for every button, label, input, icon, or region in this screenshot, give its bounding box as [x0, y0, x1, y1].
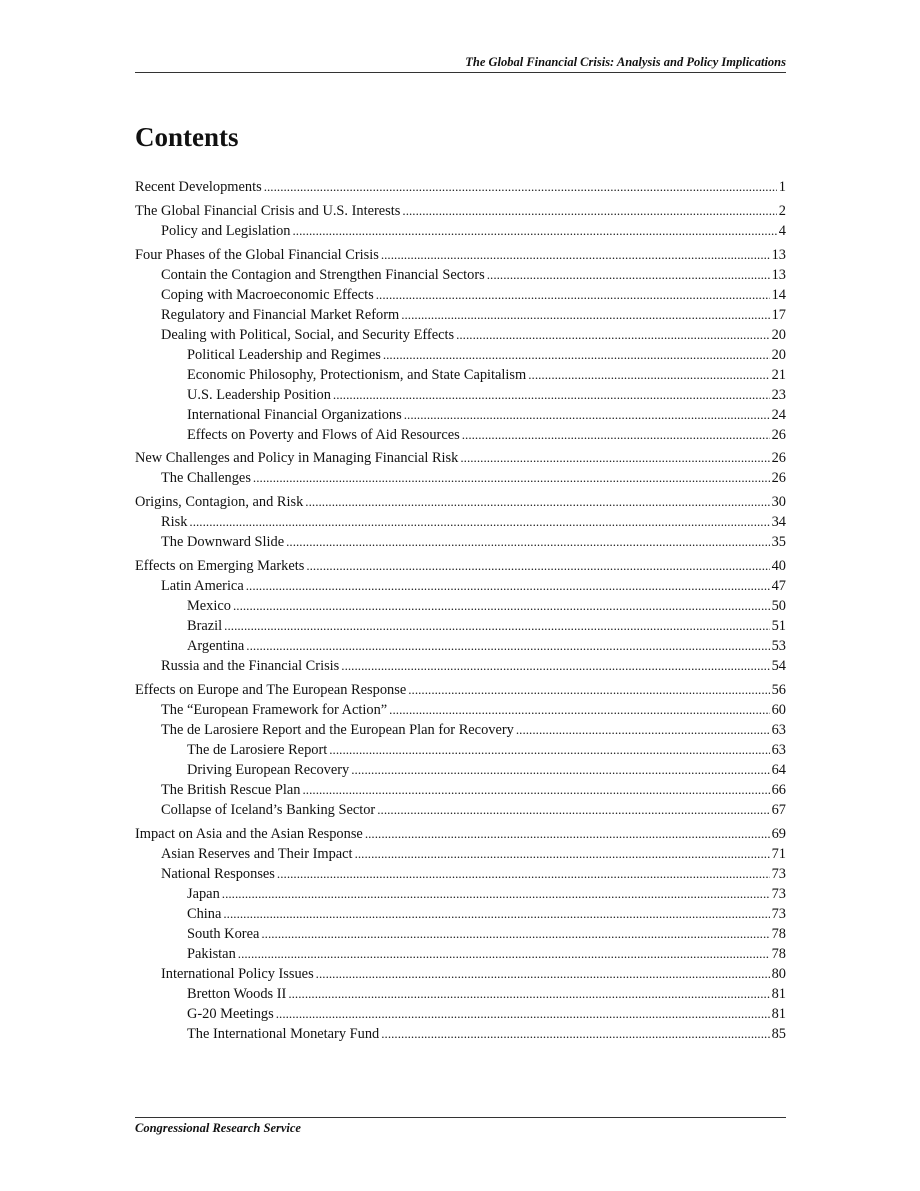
toc-entry-title: Driving European Recovery — [187, 761, 350, 778]
dot-leader — [383, 345, 770, 365]
table-of-contents — [135, 177, 786, 1044]
toc-entry-title: Russia and the Financial Crisis — [161, 657, 340, 674]
dot-leader — [377, 800, 769, 820]
dot-leader — [365, 824, 770, 844]
toc-entry[interactable] — [135, 680, 786, 700]
toc-entry[interactable] — [135, 760, 786, 780]
toc-entry-title: Risk — [161, 514, 188, 531]
toc-entry-page: 54 — [771, 657, 786, 674]
toc-entry-title: Collapse of Iceland’s Banking Sector — [161, 801, 376, 818]
footer-divider — [135, 1117, 786, 1118]
toc-entry-page: 26 — [771, 450, 786, 467]
toc-entry[interactable] — [135, 864, 786, 884]
dot-leader — [404, 405, 770, 425]
toc-entry-title: Contain the Contagion and Strengthen Financial Sectors — [161, 266, 485, 283]
toc-entry[interactable] — [135, 221, 786, 241]
dot-leader — [293, 221, 777, 241]
toc-entry-title: The “European Framework for Action” — [161, 701, 388, 718]
toc-entry[interactable] — [135, 265, 786, 285]
dot-leader — [408, 680, 769, 700]
toc-entry[interactable] — [135, 177, 786, 197]
toc-entry-page: 20 — [771, 346, 786, 363]
toc-entry[interactable] — [135, 532, 786, 552]
dot-leader — [253, 468, 770, 488]
toc-entry-title: The de Larosiere Report and the European Plan for Recovery — [161, 721, 514, 738]
toc-entry[interactable] — [135, 1004, 786, 1024]
dot-leader — [189, 512, 769, 532]
toc-entry-page: 14 — [771, 286, 786, 303]
toc-entry-page: 23 — [771, 386, 786, 403]
toc-entry-page: 63 — [771, 741, 786, 758]
dot-leader — [276, 1004, 770, 1024]
header-divider — [135, 72, 786, 73]
dot-leader — [224, 616, 769, 636]
toc-entry-title: Four Phases of the Global Financial Crisis — [135, 246, 379, 263]
toc-entry[interactable] — [135, 720, 786, 740]
toc-entry-title: Policy and Legislation — [161, 222, 291, 239]
toc-entry-page: 81 — [771, 1005, 786, 1022]
toc-entry[interactable] — [135, 385, 786, 405]
toc-entry[interactable] — [135, 780, 786, 800]
toc-entry-title: Argentina — [187, 637, 245, 654]
dot-leader — [462, 425, 770, 445]
toc-entry-page: 40 — [771, 557, 786, 574]
toc-entry-page: 34 — [771, 514, 786, 531]
toc-entry[interactable] — [135, 824, 786, 844]
dot-leader — [528, 365, 769, 385]
toc-entry[interactable] — [135, 201, 786, 221]
toc-entry-title: National Responses — [161, 865, 275, 882]
toc-entry-title: Dealing with Political, Social, and Security Effects — [161, 326, 455, 343]
dot-leader — [303, 780, 770, 800]
toc-entry-page: 71 — [771, 845, 786, 862]
toc-entry-page: 1 — [778, 179, 786, 195]
toc-entry[interactable] — [135, 924, 786, 944]
dot-leader — [329, 740, 769, 760]
toc-entry[interactable] — [135, 245, 786, 265]
toc-entry-page: 53 — [771, 637, 786, 654]
dot-leader — [316, 964, 770, 984]
toc-entry[interactable] — [135, 944, 786, 964]
toc-entry-title: Japan — [187, 885, 220, 902]
toc-entry-title: South Korea — [187, 925, 260, 942]
dot-leader — [222, 884, 770, 904]
toc-entry-title: China — [187, 905, 222, 922]
dot-leader — [238, 944, 770, 964]
toc-entry-title: Political Leadership and Regimes — [187, 346, 381, 363]
toc-entry-title: International Financial Organizations — [187, 406, 402, 423]
toc-entry[interactable] — [135, 425, 786, 445]
toc-entry[interactable] — [135, 285, 786, 305]
toc-entry[interactable] — [135, 468, 786, 488]
dot-leader — [376, 285, 770, 305]
dot-leader — [389, 700, 769, 720]
toc-entry-page: 64 — [771, 761, 786, 778]
dot-leader — [341, 656, 769, 676]
toc-entry-title: New Challenges and Policy in Managing Financial Risk — [135, 450, 459, 467]
toc-entry-title: The International Monetary Fund — [187, 1025, 380, 1042]
dot-leader — [460, 448, 769, 468]
toc-entry-title: Bretton Woods II — [187, 985, 287, 1002]
toc-entry[interactable] — [135, 576, 786, 596]
dot-leader — [264, 177, 777, 197]
toc-entry-page: 80 — [771, 965, 786, 982]
dot-leader — [516, 720, 770, 740]
toc-entry[interactable] — [135, 556, 786, 576]
dot-leader — [286, 532, 770, 552]
toc-entry-page: 69 — [771, 825, 786, 842]
toc-entry[interactable] — [135, 904, 786, 924]
page-title: Contents — [135, 122, 239, 152]
toc-entry-page: 60 — [771, 701, 786, 718]
toc-entry-page: 67 — [771, 801, 786, 818]
toc-entry-title: Regulatory and Financial Market Reform — [161, 306, 400, 323]
toc-entry[interactable] — [135, 740, 786, 760]
running-footer: Congressional Research Service — [135, 1121, 301, 1135]
toc-entry-title: Economic Philosophy, Protectionism, and State Capitalism — [187, 366, 527, 383]
toc-entry[interactable] — [135, 844, 786, 864]
toc-entry-page: 78 — [771, 925, 786, 942]
toc-entry[interactable] — [135, 984, 786, 1004]
dot-leader — [305, 492, 769, 512]
toc-entry-title: Coping with Macroeconomic Effects — [161, 286, 374, 303]
dot-leader — [261, 924, 769, 944]
dot-leader — [288, 984, 769, 1004]
toc-entry-title: Effects on Emerging Markets — [135, 557, 305, 574]
running-header: The Global Financial Crisis: Analysis and Policy Implications — [465, 55, 786, 69]
toc-entry[interactable] — [135, 512, 786, 532]
toc-entry-title: U.S. Leadership Position — [187, 386, 331, 403]
toc-entry-title: The British Rescue Plan — [161, 781, 301, 798]
toc-entry-page: 51 — [771, 617, 786, 634]
dot-leader — [381, 1024, 769, 1044]
dot-leader — [246, 576, 770, 596]
dot-leader — [277, 864, 770, 884]
dot-leader — [223, 904, 769, 924]
toc-entry-page: 47 — [771, 577, 786, 594]
toc-entry[interactable] — [135, 405, 786, 425]
toc-entry-page: 81 — [771, 985, 786, 1002]
toc-entry[interactable] — [135, 800, 786, 820]
toc-entry-page: 63 — [771, 721, 786, 738]
toc-entry[interactable] — [135, 964, 786, 984]
toc-entry[interactable] — [135, 345, 786, 365]
dot-leader — [355, 844, 770, 864]
dot-leader — [233, 596, 770, 616]
toc-entry[interactable] — [135, 305, 786, 325]
toc-entry-page: 21 — [771, 366, 786, 383]
toc-entry-page: 85 — [771, 1025, 786, 1042]
toc-entry[interactable] — [135, 596, 786, 616]
dot-leader — [456, 325, 770, 345]
dot-leader — [306, 556, 769, 576]
toc-entry-title: Impact on Asia and the Asian Response — [135, 825, 363, 842]
toc-entry-page: 24 — [771, 406, 786, 423]
dot-leader — [246, 636, 769, 656]
toc-entry-page: 73 — [771, 865, 786, 882]
toc-entry-page: 26 — [771, 426, 786, 443]
toc-entry-title: G-20 Meetings — [187, 1005, 274, 1022]
toc-entry-title: The Downward Slide — [161, 534, 285, 551]
toc-entry-page: 30 — [771, 494, 786, 511]
toc-entry-page: 13 — [771, 246, 786, 263]
toc-entry[interactable] — [135, 700, 786, 720]
toc-entry-title: Effects on Poverty and Flows of Aid Resources — [187, 426, 460, 443]
toc-entry-title: The de Larosiere Report — [187, 741, 328, 758]
toc-entry[interactable] — [135, 616, 786, 636]
toc-entry-title: Effects on Europe and The European Response — [135, 681, 407, 698]
toc-entry[interactable] — [135, 636, 786, 656]
toc-entry-page: 66 — [771, 781, 786, 798]
toc-entry-title: Brazil — [187, 617, 223, 634]
toc-entry-title: Origins, Contagion, and Risk — [135, 494, 304, 511]
toc-entry[interactable] — [135, 656, 786, 676]
toc-entry[interactable] — [135, 884, 786, 904]
toc-entry-page: 20 — [771, 326, 786, 343]
toc-entry-page: 50 — [771, 597, 786, 614]
toc-entry-page: 4 — [778, 222, 786, 239]
toc-entry-title: Pakistan — [187, 945, 236, 962]
dot-leader — [381, 245, 770, 265]
dot-leader — [402, 201, 776, 221]
toc-entry-page: 73 — [771, 905, 786, 922]
dot-leader — [401, 305, 769, 325]
toc-entry-title: Recent Developments — [135, 179, 262, 195]
toc-entry-page: 13 — [771, 266, 786, 283]
toc-entry-page: 26 — [771, 470, 786, 487]
toc-entry[interactable] — [135, 492, 786, 512]
toc-entry-page: 78 — [771, 945, 786, 962]
toc-entry[interactable] — [135, 365, 786, 385]
toc-entry[interactable] — [135, 448, 786, 468]
toc-entry-page: 73 — [771, 885, 786, 902]
toc-entry-title: International Policy Issues — [161, 965, 314, 982]
toc-entry-title: Mexico — [187, 597, 231, 614]
dot-leader — [333, 385, 770, 405]
toc-entry[interactable] — [135, 325, 786, 345]
toc-entry[interactable] — [135, 1024, 786, 1044]
toc-entry-title: The Challenges — [161, 470, 251, 487]
toc-entry-title: Latin America — [161, 577, 244, 594]
toc-entry-page: 2 — [778, 202, 786, 219]
toc-entry-title: Asian Reserves and Their Impact — [161, 845, 353, 862]
toc-entry-title: The Global Financial Crisis and U.S. Interests — [135, 202, 401, 219]
toc-entry-page: 17 — [771, 306, 786, 323]
dot-leader — [487, 265, 770, 285]
toc-entry-page: 35 — [771, 534, 786, 551]
toc-entry-page: 56 — [771, 681, 786, 698]
dot-leader — [351, 760, 769, 780]
